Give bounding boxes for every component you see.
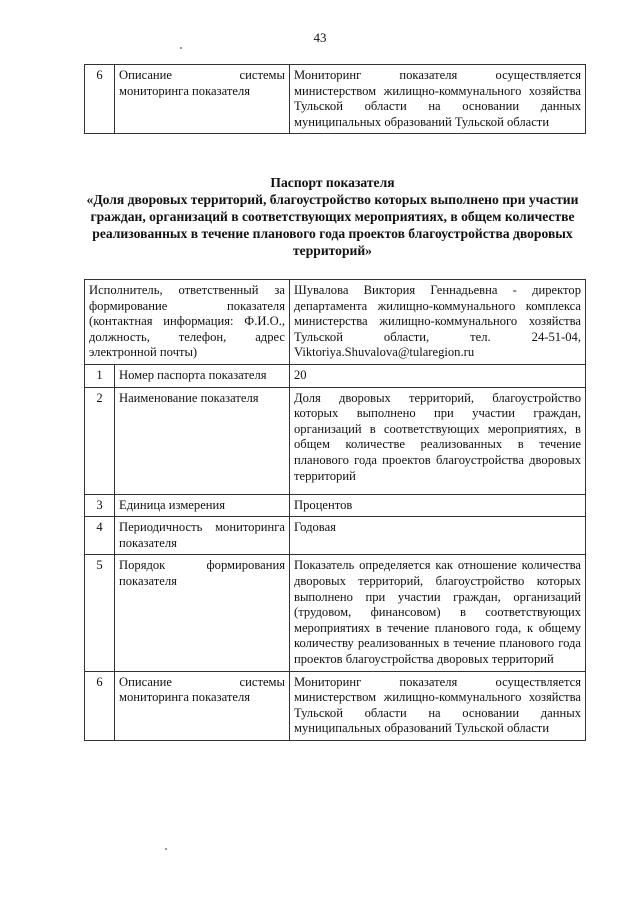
passport-table xyxy=(84,279,586,741)
row-number: 1 xyxy=(85,364,115,387)
table-row xyxy=(85,517,586,555)
row-name: Описание системы мониторинга показателя xyxy=(115,65,290,134)
row-value: Мониторинг показателя осуществляется министерством жилищно-коммунального хозяйства Тульской области на основании данных муниципальных образований Тульской области xyxy=(290,671,586,740)
row-value: 20 xyxy=(290,364,586,387)
scan-speck xyxy=(165,848,167,850)
row-value: Процентов xyxy=(290,494,586,517)
row-number: 3 xyxy=(85,494,115,517)
row-number: 6 xyxy=(85,65,115,134)
row-number: 2 xyxy=(85,387,115,494)
row-name: Единица измерения xyxy=(115,494,290,517)
passport-title: Паспорт показателя xyxy=(270,175,395,190)
row-number: 5 xyxy=(85,555,115,671)
passport-heading xyxy=(60,174,605,259)
row-number: 4 xyxy=(85,517,115,555)
table-row xyxy=(85,387,586,494)
row-name: Номер паспорта показателя xyxy=(115,364,290,387)
executor-label: Исполнитель, ответственный за формирование показателя (контактная информация: Ф.И.О., должность, телефон, адрес электронной почты) xyxy=(85,280,290,365)
table-row xyxy=(85,671,586,740)
table-row xyxy=(85,555,586,671)
row-value: Доля дворовых территорий, благоустройство которых выполнено при участии граждан, организаций в соответствующих мероприятиях, в общем количестве реализованных в течение планового года проектов благоустройства дворовых территорий xyxy=(290,387,586,494)
page-number: 43 xyxy=(313,30,327,45)
row-name: Периодичность мониторинга показателя xyxy=(115,517,290,555)
row-name: Описание системы мониторинга показателя xyxy=(115,671,290,740)
table-header-row xyxy=(85,280,586,365)
row-number: 6 xyxy=(85,671,115,740)
continued-table xyxy=(84,64,586,134)
row-value: Показатель определяется как отношение количества дворовых территорий, благоустройство которых выполнено при участии граждан, организаций (трудовом, финансовом) в соответствующих мероприятиях в течение планового года, к общему количеству реализованных в течение планового года проектов благоустройства дворовых территорий xyxy=(290,555,586,671)
row-value: Мониторинг показателя осуществляется министерством жилищно-коммунального хозяйства Тульской области на основании данных муниципальных образований Тульской области xyxy=(290,65,586,134)
scan-speck xyxy=(180,47,182,49)
row-name: Порядок формирования показателя xyxy=(115,555,290,671)
table-row xyxy=(85,65,586,134)
passport-subtitle: «Доля дворовых территорий, благоустройство которых выполнено при участии граждан, организаций в соответствующих мероприятиях, в общем количестве реализованных в течение планового года проектов благоустройства дворовых территорий» xyxy=(86,192,579,258)
row-name: Наименование показателя xyxy=(115,387,290,494)
executor-value: Шувалова Виктория Геннадьевна - директор департамента жилищно-коммунального комплекса министерства жилищно-коммунального хозяйства Тульской области, тел. 24-51-04, Viktoriya.Shuvalova@tularegion.ru xyxy=(290,280,586,365)
table-row xyxy=(85,364,586,387)
row-value: Годовая xyxy=(290,517,586,555)
table-row xyxy=(85,494,586,517)
